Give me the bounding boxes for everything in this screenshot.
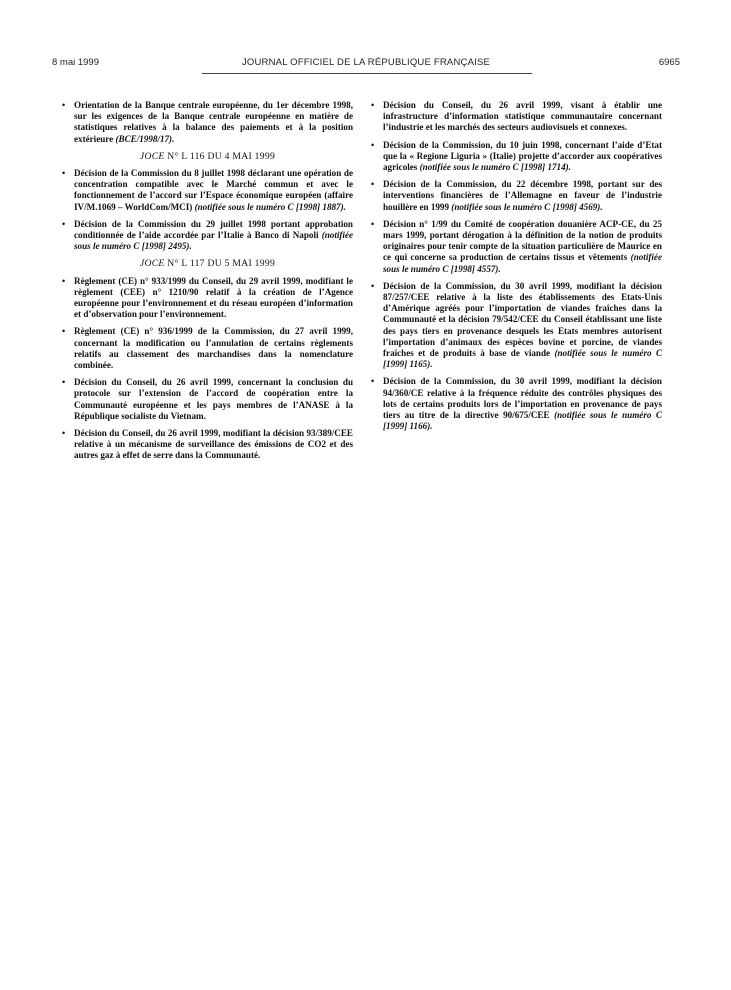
entry-reference: (notifiée sous le numéro C [1998] 2495).	[74, 230, 354, 252]
entry-item	[62, 326, 353, 371]
entry-body: Décision du Conseil, du 26 avril 1999, modifiant la décision 93/389/CEE relative à un mécanisme de surveillance des émissions de CO2 et des autres gaz à effet de serre dans la Communauté.	[74, 428, 353, 461]
entry-text	[74, 428, 353, 462]
left-column	[62, 100, 353, 468]
entry-reference: (notifiée sous le numéro C [1998] 4569).	[451, 201, 603, 212]
bullet-icon: •	[62, 275, 66, 286]
entry-text	[74, 168, 353, 213]
entry-item	[371, 179, 662, 213]
entry-body: Règlement (CE) n° 933/1999 du Conseil, du 29 avril 1999, modifiant le règlement (CEE) n° 1210/90 relatif à la création de l’Agence européenne pour l’environnement et du réseau européen d’information et d’observation pour l’environnement.	[74, 275, 353, 320]
entry-text	[383, 100, 662, 134]
entry-body: Décision de la Commission, du 30 avril 1999, modifiant la décision 94/360/CE relative à la fréquence réduite des contrôles physiques des lots de certains produits lors de l’importation en provenance de pays tiers au titre de la directive 90/675/CEE	[383, 376, 662, 421]
entry-item	[62, 219, 353, 253]
entry-text	[74, 100, 353, 145]
entry-text	[74, 326, 353, 371]
issue-label: N° L 117 DU 5 MAI 1999	[164, 258, 276, 270]
header-date: 8 mai 1999	[52, 57, 100, 68]
entry-reference: (notifiée sous le numéro C [1998] 1887).	[194, 201, 346, 212]
entry-text	[383, 281, 662, 371]
entry-text	[74, 219, 353, 253]
entry-item	[62, 276, 353, 321]
bullet-icon: •	[371, 218, 375, 229]
journal-issue-heading	[62, 258, 353, 269]
entry-reference: (notifiée sous le numéro C [1998] 1714).	[419, 162, 571, 173]
entry-item	[371, 100, 662, 134]
entry-reference: (BCE/1998/17).	[115, 133, 175, 144]
entry-body: Décision n° 1/99 du Comité de coopération douanière ACP-CE, du 25 mars 1999, portant dérogation à la définition de la notion de produits originaires pour tenir compte de la situation particulière de Maurice en ce qui concerne sa production de certains tissus et vêtements	[383, 218, 662, 263]
bullet-icon: •	[62, 100, 66, 110]
entry-text	[74, 377, 353, 422]
entry-reference: (notifiée sous le numéro C [1998] 4557).	[383, 252, 662, 274]
bullet-icon: •	[371, 139, 375, 150]
issue-label: N° L 116 DU 4 MAI 1999	[164, 150, 276, 162]
entry-item	[62, 428, 353, 462]
entry-body: Décision de la Commission du 8 juillet 1998 déclarant une opération de concentration compatible avec le Marché commun et avec le fonctionnement de l’accord sur l’Espace économique européen (affaire IV/M.1069 – WorldCom/MCI)	[74, 168, 353, 212]
entry-reference: (notifiée sous le numéro C [1999] 1166).	[383, 410, 662, 432]
bullet-icon: •	[371, 376, 375, 387]
page-header	[52, 57, 680, 71]
entry-reference: (notifiée sous le numéro C [1999] 1165).	[383, 348, 663, 370]
entry-item	[62, 377, 353, 422]
entry-body: Décision de la Commission du 29 juillet 1998 portant approbation conditionnée de l’aide accordée par l’Italie à Banco di Napoli	[74, 218, 353, 241]
entry-text	[383, 179, 662, 213]
journal-issue-heading	[62, 151, 353, 162]
entry-item	[62, 168, 353, 213]
entry-text	[383, 140, 662, 174]
bullet-icon: •	[62, 168, 66, 179]
entry-text	[383, 219, 662, 275]
bullet-icon: •	[371, 280, 375, 291]
entry-body: Décision de la Commission, du 22 décembre 1998, portant sur des interventions financières de l’Allemagne en faveur de l’industrie houillère en 1999	[383, 179, 662, 212]
bullet-icon: •	[371, 100, 375, 110]
entry-text	[383, 376, 662, 432]
journal-abbrev: JOCE	[139, 150, 165, 162]
bullet-icon: •	[62, 326, 66, 337]
entry-body: Règlement (CE) n° 936/1999 de la Commission, du 27 avril 1999, concernant la modification ou l’annulation de certains règlements relatifs au classement des marchandises dans la nomenclature combinée.	[74, 326, 353, 371]
bullet-icon: •	[62, 428, 66, 439]
bullet-icon: •	[62, 377, 66, 388]
journal-title: JOURNAL OFFICIEL DE LA RÉPUBLIQUE FRANÇAISE	[241, 57, 491, 68]
entry-item	[371, 376, 662, 432]
page-number: 6965	[658, 57, 680, 68]
entry-body: Décision du Conseil, du 26 avril 1999, concernant la conclusion du protocole sur l’extension de l’accord de coopération entre la Communauté européenne et les pays membres de l’ANASE à la République socialiste du Vietnam.	[74, 377, 353, 421]
header-rule	[202, 73, 532, 74]
right-column	[371, 100, 662, 438]
bullet-icon: •	[371, 179, 375, 190]
entry-item	[62, 100, 353, 145]
entry-item	[371, 281, 662, 371]
entry-body: Décision de la Commission, du 10 juin 1998, concernant l’aide d’Etat que la « Regione Liguria » (Italie) projette d’accorder aux coopératives agricoles	[383, 139, 662, 173]
bullet-icon: •	[62, 218, 66, 229]
entry-text	[74, 276, 353, 321]
entry-body: Orientation de la Banque centrale européenne, du 1er décembre 1998, sur les exigences de la Banque centrale européenne en matière de statistiques relatives à la balance des paiements et à la position extérieure	[74, 100, 353, 144]
entry-item	[371, 140, 662, 174]
entry-item	[371, 219, 662, 275]
journal-abbrev: JOCE	[139, 258, 165, 270]
entry-body: Décision du Conseil, du 26 avril 1999, visant à établir une infrastructure d’information statistique communautaire concernant l’industrie et les marchés des secteurs audiovisuels et connexes.	[383, 100, 662, 133]
entry-body: Décision de la Commission, du 30 avril 1999, modifiant la décision 87/257/CEE relative à la liste des établissements des Etats-Unis d’Amérique agréés pour l’importation de viandes fraîches dans la Communauté et la décision 79/542/CEE du Conseil établissant une liste des pays tiers en provenance desquels les Etats membres autorisent l’importation d’animaux des espèces bovine et porcine, de viandes fraîches et de produits à base de viande	[383, 280, 662, 359]
